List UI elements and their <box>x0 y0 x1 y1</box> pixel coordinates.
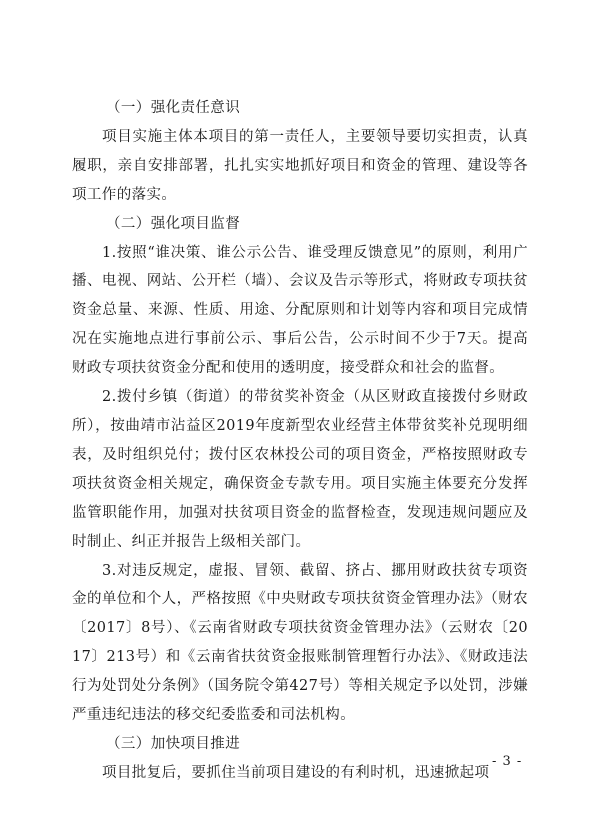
paragraph-supervision-2: 2.拨付乡镇（街道）的带贫奖补资金（从区财政直接拨付乡财政所），按曲靖市沾益区2019年度新型农业经营主体带贫奖补兑现明细表，及时组织兑付；拨付区农林投公司的项目资金，严格按照财政专项扶贫资金相关规定，确保资金专款专用。项目实施主体要充分发挥监管职能作用，加强对扶贫项目资金的监督检查，发现违规问题应及时制止、纠正并报告上级相关部门。 <box>72 389 528 550</box>
page-number: - 3 - <box>492 754 523 769</box>
paragraph-supervision-1: 1.按照“谁决策、谁公示公告、谁受理反馈意见”的原则，利用广播、电视、网站、公开栏（墙）、会议及告示等形式，将财政专项扶贫资金总量、来源、性质、用途、分配原则和计划等内容和项目完成情况在实施地点进行事前公示、事后公告，公示时间不少于7天。提高财政专项扶贫资金分配和使用的透明度，接受群众和社会的监督。 <box>72 244 528 377</box>
section-heading-acceleration: （三）加快项目推进 <box>106 735 241 752</box>
section-heading-responsibility: （一）强化责任意识 <box>106 100 241 116</box>
document-body <box>72 94 528 788</box>
section-heading-supervision: （二）强化项目监督 <box>106 215 241 232</box>
paragraph-acceleration: 项目批复后，要抓住当前项目建设的有利时机，迅速掀起项 <box>102 764 490 781</box>
paragraph-supervision-3: 3.对违反规定，虚报、冒领、截留、挤占、挪用财政扶贫专项资金的单位和个人，严格按照《中央财政专项扶贫资金管理办法》（财农〔2017〕8号）、《云南省财政专项扶贫资金管理办法》（云财农〔2017〕213号）和《云南省扶贫资金报账制管理暂行办法》、《财政违法行为处罚处分条例》（国务院令第427号）等相关规定予以处罚，涉嫌严重违纪违法的移交纪委监委和司法机构。 <box>72 562 528 724</box>
paragraph-responsibility: 项目实施主体本项目的第一责任人，主要领导要切实担责，认真履职，亲自安排部署，扎扎实实地抓好项目和资金的管理、建设等各项工作的落实。 <box>72 128 528 203</box>
